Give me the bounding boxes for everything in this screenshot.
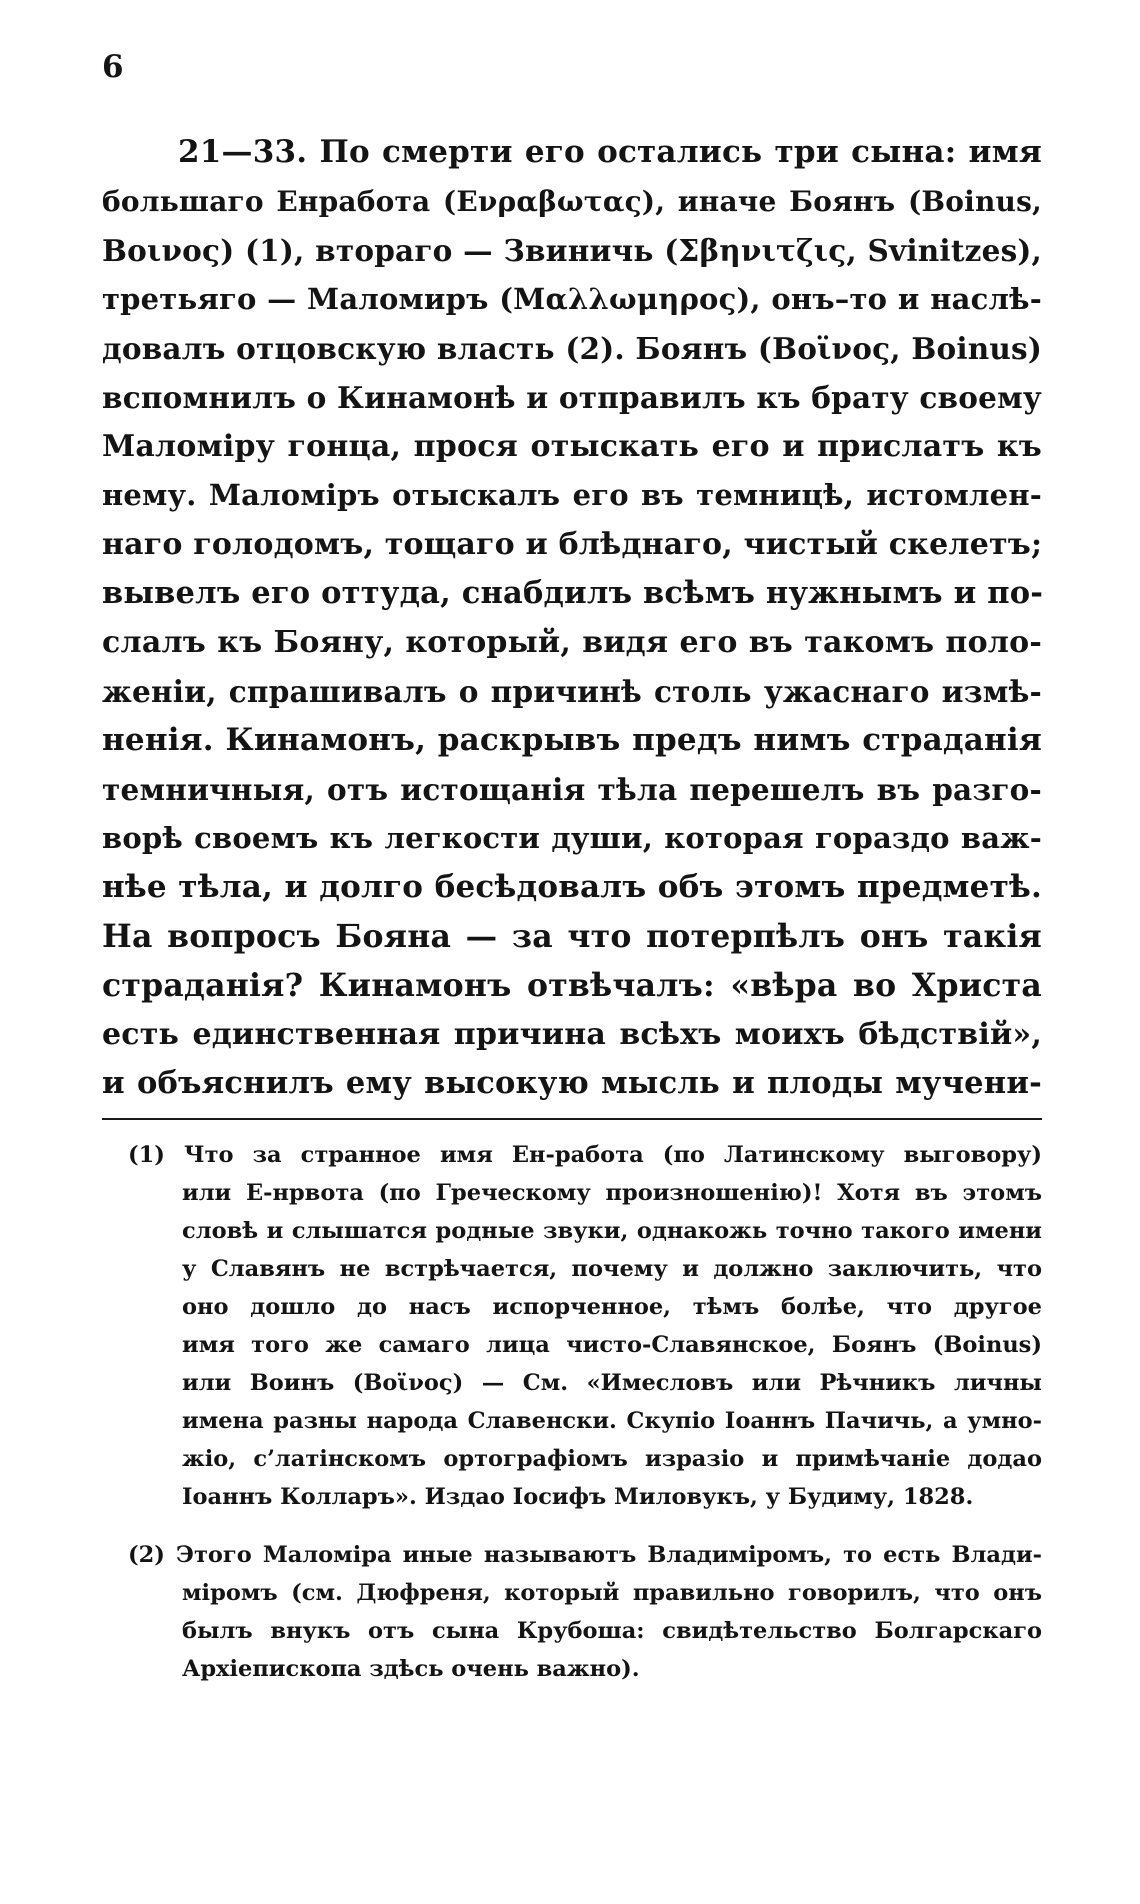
text-line: Βοινος) (1), втораго — Звиничь (Σβηνιτζις, Svinitzes), <box>102 233 1042 268</box>
text-line: страданія? Кинамонъ отвѣчалъ: «вѣра во Христа <box>102 967 1042 1004</box>
footnote-line: имена разны народа Славенски. Скупіо Іоаннъ Пачичь, а умно- <box>182 1408 1042 1434</box>
footnote-line: или Е-нрвота (по Греческому произношенію)! Хотя въ этомъ <box>182 1180 1042 1206</box>
footnotes-block <box>128 1136 1042 1688</box>
text-line: ворѣ своемъ къ легкости души, которая гораздо важ- <box>102 821 1042 855</box>
text-line: вывелъ его оттуда, снабдилъ всѣмъ нужнымъ и по- <box>102 575 1044 611</box>
text-line: довалъ отцовскую власть (2). Боянъ (Βοϊνος, Boinus) <box>102 331 1042 366</box>
footnote-line: оно дошло до насъ испорченное, тѣмъ болѣе, что другое <box>182 1294 1042 1320</box>
footnote-line: (1) Что за странное имя Ен-работа (по Латинскому выговору) <box>128 1142 1042 1168</box>
footnote-line: словѣ и слышатся родные звуки, однакожь точно такого имени <box>182 1218 1042 1244</box>
footnote-separator <box>102 1118 1042 1120</box>
footnote-line: или Воинъ (Βοϊνος) — См. «Имесловъ или Рѣчникъ личны <box>182 1370 1042 1396</box>
footnote-line: Іоаннъ Колларъ». Издао Іосифъ Миловукъ, у Будиму, 1828. <box>182 1484 974 1510</box>
text-line: большаго Енработа (Ενραβωτας), иначе Боянъ (Boinus, <box>102 185 1042 218</box>
footnote-line: жіо, с’латінскомъ ортографіомъ изразіо и примѣчаніе додао <box>182 1446 1042 1472</box>
text-line: есть единственная причина всѣхъ моихъ бѣдствій», <box>102 1017 1042 1052</box>
footnote-2 <box>128 1536 1042 1688</box>
main-text-block <box>102 128 1042 1108</box>
text-line: и объяснилъ ему высокую мысль и плоды мучени- <box>102 1065 1042 1101</box>
footnote-line: былъ внукъ отъ сына Крубоша: свидѣтельство Болгарскаго <box>182 1618 1042 1644</box>
footnote-line: имя того же самаго лица чисто-Славянское, Боянъ (Boinus) <box>182 1332 1042 1358</box>
text-line: женіи, спрашивалъ о причинѣ столь ужаснаго измѣ- <box>102 674 1042 709</box>
text-line: темничныя, отъ истощанія тѣла перешелъ въ разго- <box>102 772 1042 807</box>
text-line: 21—33. По смерти его остались три сына: имя <box>178 134 1042 170</box>
text-line: наго голодомъ, тощаго и блѣднаго, чистый скелетъ; <box>102 527 1043 562</box>
text-line: На вопросъ Бояна — за что потерпѣлъ онъ такія <box>102 918 1042 955</box>
text-line: нѣе тѣла, и долго бесѣдовалъ объ этомъ предметѣ. <box>102 869 1042 905</box>
footnote-line: (2) Этого Маломіра иные называютъ Владиміромъ, то есть Влади- <box>128 1542 1042 1568</box>
text-line: слалъ къ Бояну, который, видя его въ такомъ поло- <box>102 625 1042 660</box>
text-line: Маломіру гонца, прося отыскать его и прислатъ къ <box>102 429 1042 464</box>
text-line: нему. Маломіръ отыскалъ его въ темницѣ, истомлен- <box>102 478 1042 512</box>
footnote-1 <box>128 1136 1042 1516</box>
text-line: вспомнилъ о Кинамонѣ и отправилъ къ брату своему <box>102 380 1042 415</box>
footnote-line: міромъ (см. Дюфреня, который правильно говорилъ, что онъ <box>182 1580 1042 1606</box>
text-line: третьяго — Маломиръ (Μαλλωμηρος), онъ–то и наслѣ- <box>102 282 1042 316</box>
footnote-line: Архіепископа здѣсь очень важно). <box>182 1656 640 1682</box>
text-line: ненія. Кинамонъ, раскрывъ предъ нимъ страданія <box>102 722 1042 758</box>
page-number: 6 <box>102 49 124 85</box>
footnote-line: у Славянъ не встрѣчается, почему и должно заключить, что <box>182 1256 1042 1282</box>
